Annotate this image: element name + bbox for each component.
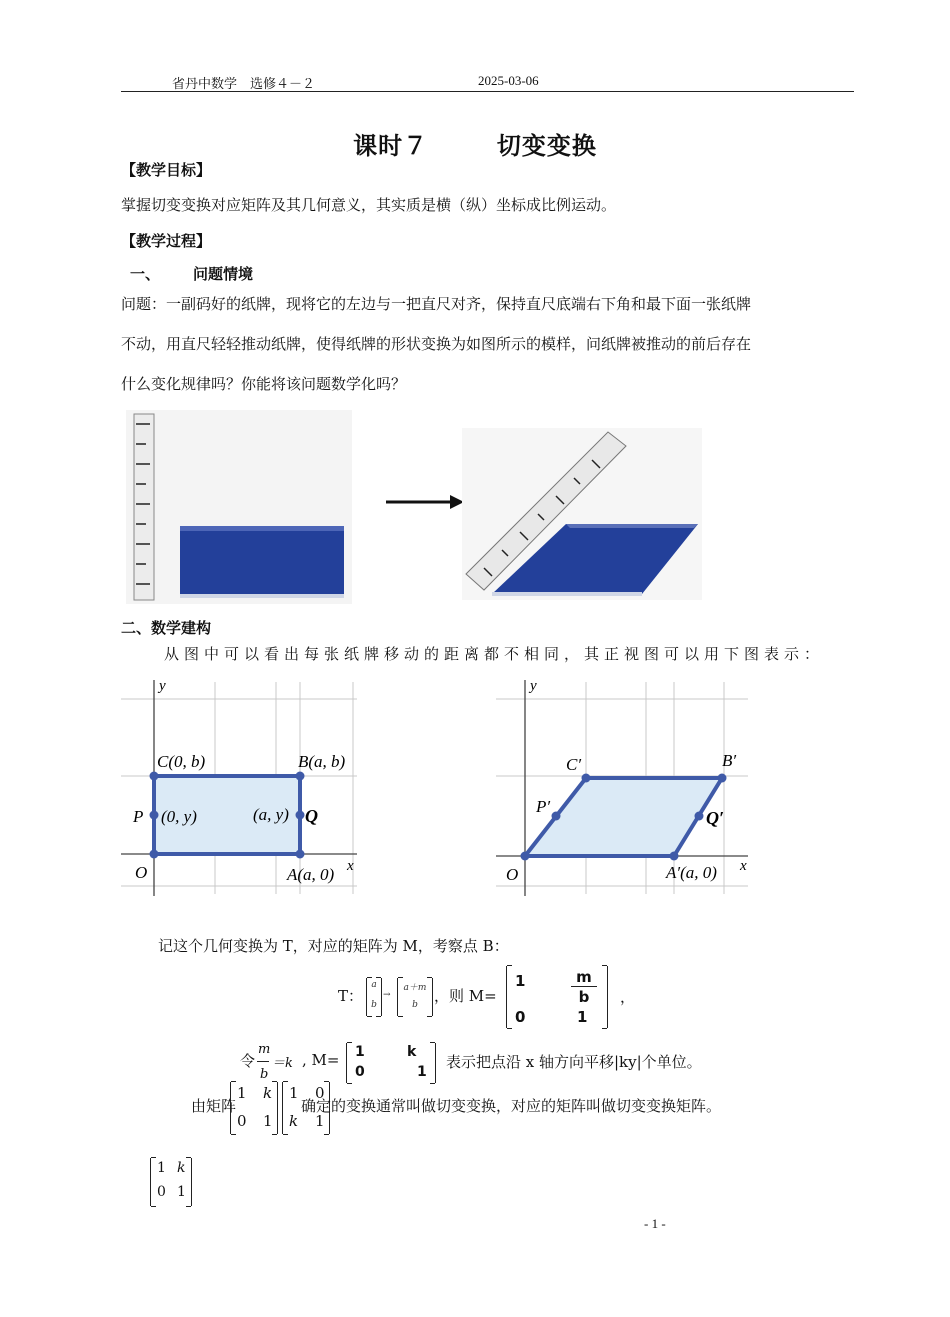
matrix-m-21: 0 — [515, 1008, 526, 1026]
matrix-shear-c — [150, 1158, 192, 1206]
m-label: , M= — [302, 1051, 340, 1069]
matrix-shear-k — [346, 1043, 436, 1083]
then-m-label: ，则 M= — [434, 987, 497, 1005]
right-label-c: C′ — [566, 755, 582, 774]
arrow-icon — [384, 493, 466, 511]
left-origin: O — [135, 863, 148, 882]
left-label-q: Q — [305, 806, 318, 826]
header-rule — [121, 91, 854, 92]
matrix-m-22: 1 — [577, 1008, 588, 1026]
matrix-c-21: 0 — [157, 1184, 166, 1200]
section2-heading: 二、数学建构 — [121, 619, 212, 637]
translation-meaning: 表示把点沿 x 轴方向平移|ky|个单位。 — [446, 1053, 702, 1071]
vector-in-a: a — [371, 980, 377, 990]
section1-line-3: 什么变化规律吗？你能将该问题数学化吗？ — [121, 375, 407, 393]
matrix-shear-11: 1 — [355, 1044, 365, 1060]
vector-in — [366, 978, 382, 1016]
process-heading: 【教学过程】 — [121, 232, 212, 250]
shear-prefix: 由矩阵 — [191, 1097, 237, 1115]
right-label-a: A′(a, 0) — [666, 863, 717, 882]
maps-to-icon: → — [383, 990, 391, 1000]
matrix-a-21: 0 — [237, 1112, 247, 1130]
matrix-shear-22: 1 — [417, 1064, 427, 1080]
matrix-m — [506, 966, 608, 1028]
cards-after-photo — [462, 428, 702, 600]
matrix-m-num: m — [576, 968, 592, 986]
right-label-p: P′ — [536, 797, 551, 816]
vector-in-b: b — [371, 1000, 377, 1010]
comma: ， — [620, 988, 636, 1006]
cards-before-photo — [126, 410, 352, 604]
shear-suffix: 确定的变换通常叫做切变变换，对应的矩阵叫做切变变换矩阵。 — [301, 1097, 722, 1115]
header-date: 2025-03-06 — [478, 73, 539, 88]
left-label-c: C(0, b) — [157, 752, 206, 771]
left-axis-y: y — [159, 678, 166, 694]
vector-out — [397, 978, 433, 1016]
title-topic: 切变变换 — [496, 132, 597, 160]
parallelogram-diagram — [496, 676, 754, 898]
objectives-text: 掌握切变变换对应矩阵及其几何意义，其实质是横（纵）坐标成比例运动。 — [121, 196, 617, 214]
left-axis-x: x — [347, 858, 354, 874]
left-label-p: P — [133, 807, 144, 826]
right-axis-y: y — [530, 678, 537, 694]
matrix-a-12: k — [263, 1084, 273, 1102]
objectives-heading: 【教学目标】 — [121, 161, 212, 179]
header-course: 省丹中数学 选修４－２ — [172, 76, 316, 91]
section1-line-2: 不动，用直尺轻轻推动纸牌，使得纸牌的形状变换为如图所示的模样，问纸牌被推动的前后存在 — [121, 335, 752, 353]
matrix-shear-21: 0 — [355, 1064, 365, 1080]
eq-k: ＝k — [272, 1056, 293, 1071]
transform-intro: 记这个几何变换为 T，对应的矩阵为 M，考察点 B： — [158, 937, 509, 955]
matrix-b-22: 1 — [315, 1112, 325, 1130]
matrix-m-den: b — [578, 988, 590, 1006]
rectangle-diagram — [121, 676, 361, 898]
left-label-b: B(a, b) — [298, 752, 346, 771]
section1-line-1: 问题：一副码好的纸牌，现将它的左边与一把直尺对齐，保持直尺底端右下角和最下面一张纸牌 — [121, 295, 752, 313]
right-label-b: B′ — [722, 751, 737, 770]
left-label-p-coord: (0, y) — [161, 807, 197, 826]
matrix-shear-12: k — [407, 1044, 417, 1060]
title-lesson: 课时７ — [353, 132, 429, 160]
vector-out-bottom: b — [412, 1000, 418, 1010]
left-label-a: A(a, 0) — [287, 865, 335, 884]
right-origin: O — [506, 865, 519, 884]
matrix-m-frac-bar — [571, 986, 597, 987]
right-label-q: Q′ — [706, 808, 725, 828]
section1-number: 一、 — [130, 265, 161, 283]
matrix-c-22: 1 — [177, 1184, 186, 1200]
section1-heading: 问题情境 — [193, 265, 254, 283]
left-label-q-coord: (a, y) — [253, 805, 289, 824]
matrix-m-11: 1 — [515, 972, 526, 990]
frac-num: m — [258, 1042, 271, 1057]
frac-den: b — [260, 1067, 269, 1082]
right-axis-x: x — [740, 858, 747, 874]
matrix-shear-a — [230, 1082, 278, 1134]
matrix-b-12: 0 — [315, 1084, 325, 1102]
matrix-a-11: 1 — [237, 1084, 247, 1102]
matrix-c-11: 1 — [157, 1160, 166, 1176]
t-label: T： — [338, 987, 364, 1005]
matrix-c-12: k — [177, 1160, 186, 1176]
page-title — [0, 126, 950, 161]
page-number: - 1 - — [644, 1216, 666, 1231]
matrix-b-21: k — [289, 1112, 299, 1130]
frac-bar — [257, 1061, 269, 1062]
vector-out-top: a＋m — [403, 983, 427, 993]
matrix-b-11: 1 — [289, 1084, 299, 1102]
matrix-a-22: 1 — [263, 1112, 273, 1130]
section2-intro: 从图中可以看出每张纸牌移动的距离都不相同，其正视图可以用下图表示： — [164, 645, 825, 663]
let-label: 令 — [240, 1052, 256, 1070]
